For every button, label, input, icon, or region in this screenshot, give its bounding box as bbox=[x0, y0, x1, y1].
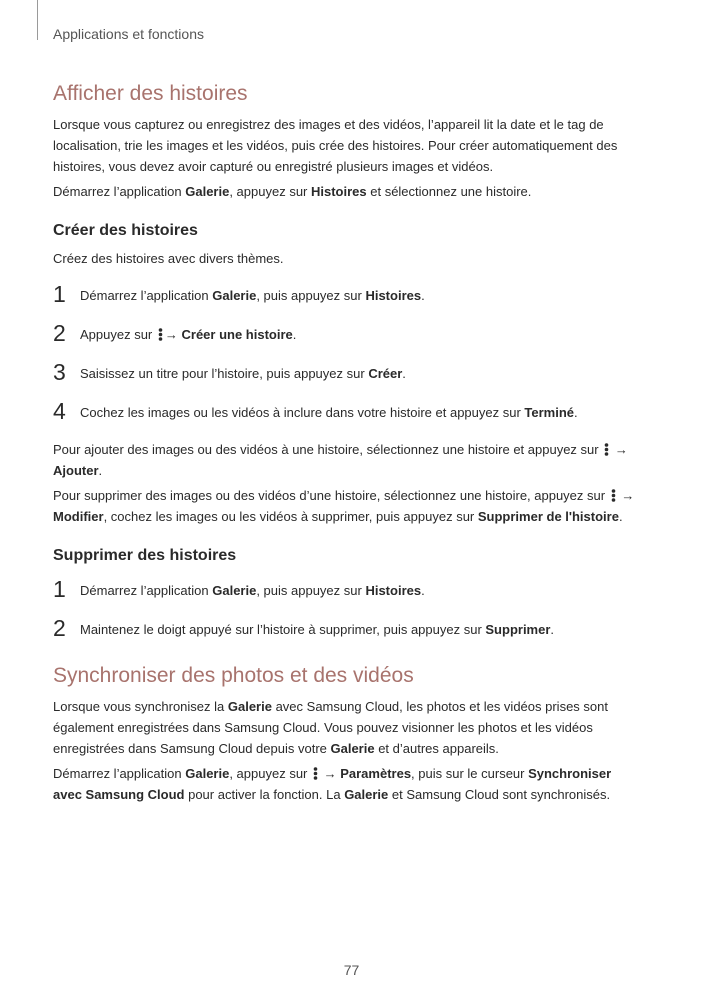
step-number: 1 bbox=[53, 281, 66, 307]
step-text: Maintenez le doigt appuyé sur l’histoire à supprimer, puis appuyez sur Supprimer. bbox=[80, 622, 555, 637]
step-item bbox=[53, 321, 643, 345]
bold-term: Histoires bbox=[310, 184, 367, 199]
note-add: Pour ajouter des images ou des vidéos à une histoire, sélectionnez une histoire et appuyez sur → Ajouter. bbox=[53, 442, 628, 478]
step-text: Démarrez l’application Galerie, puis appuyez sur Histoires. bbox=[80, 288, 425, 303]
paragraph: Créez des histoires avec divers thèmes. bbox=[53, 251, 284, 266]
header-rule bbox=[37, 0, 38, 40]
subsection-title-delete: Supprimer des histoires bbox=[53, 547, 237, 564]
step-item bbox=[53, 399, 643, 423]
header-title: Applications et fonctions bbox=[53, 26, 204, 42]
step-text: Appuyez sur → Créer une histoire. bbox=[80, 327, 297, 342]
page-number: 77 bbox=[343, 962, 360, 978]
paragraph: Lorsque vous synchronisez la Galerie avec Samsung Cloud, les photos et les vidéos prises sont également enregistrées dans Samsung Cloud. Vous pouvez visionner les photos et les vidéos enregistrées dans Samsung Cloud depuis votre Galerie et d’autres appareils. bbox=[53, 699, 608, 756]
section-title-view-stories: Afficher des histoires bbox=[53, 82, 248, 105]
step-number: 4 bbox=[53, 398, 66, 424]
bold-term: Galerie bbox=[185, 184, 230, 199]
main-content bbox=[53, 82, 643, 805]
step-number: 3 bbox=[53, 359, 66, 385]
note-remove: Pour supprimer des images ou des vidéos d’une histoire, sélectionnez une histoire, appuyez sur → Modifier, cochez les images ou les vidéos à supprimer, puis appuyez sur Supprimer de l'histoire. bbox=[53, 488, 635, 524]
step-item bbox=[53, 282, 643, 306]
paragraph: Lorsque vous capturez ou enregistrez des images et des vidéos, l’appareil lit la date et le tag de localisation, trie les images et les vidéos, puis crée des histoires. Pour créer automatiquement des histoires, vous devez avoir capturé ou enregistré plusieurs images et vidéos. bbox=[53, 117, 618, 174]
more-options-icon bbox=[313, 767, 318, 780]
more-options-icon bbox=[611, 489, 616, 502]
step-number: 1 bbox=[53, 576, 66, 602]
more-options-icon bbox=[604, 443, 609, 456]
step-text: Cochez les images ou les vidéos à inclure dans votre histoire et appuyez sur Terminé. bbox=[80, 405, 578, 420]
subsection-title-create: Créer des histoires bbox=[53, 222, 198, 239]
step-number: 2 bbox=[53, 615, 66, 641]
more-options-icon bbox=[158, 328, 163, 341]
step-item bbox=[53, 577, 643, 601]
step-text: Saisissez un titre pour l’histoire, puis appuyez sur Créer. bbox=[80, 366, 406, 381]
paragraph: Démarrez l’application Galerie, appuyez sur → Paramètres, puis sur le curseur Synchroniser avec Samsung Cloud pour activer la fonction. La Galerie et Samsung Cloud sont synchronisés. bbox=[53, 766, 612, 802]
step-text: Démarrez l’application Galerie, puis appuyez sur Histoires. bbox=[80, 583, 425, 598]
paragraph: Démarrez l’application Galerie, appuyez sur Histoires et sélectionnez une histoire. bbox=[53, 184, 532, 199]
step-item bbox=[53, 360, 643, 384]
section-title-sync: Synchroniser des photos et des vidéos bbox=[53, 664, 414, 687]
step-number: 2 bbox=[53, 320, 66, 346]
step-item bbox=[53, 616, 643, 640]
